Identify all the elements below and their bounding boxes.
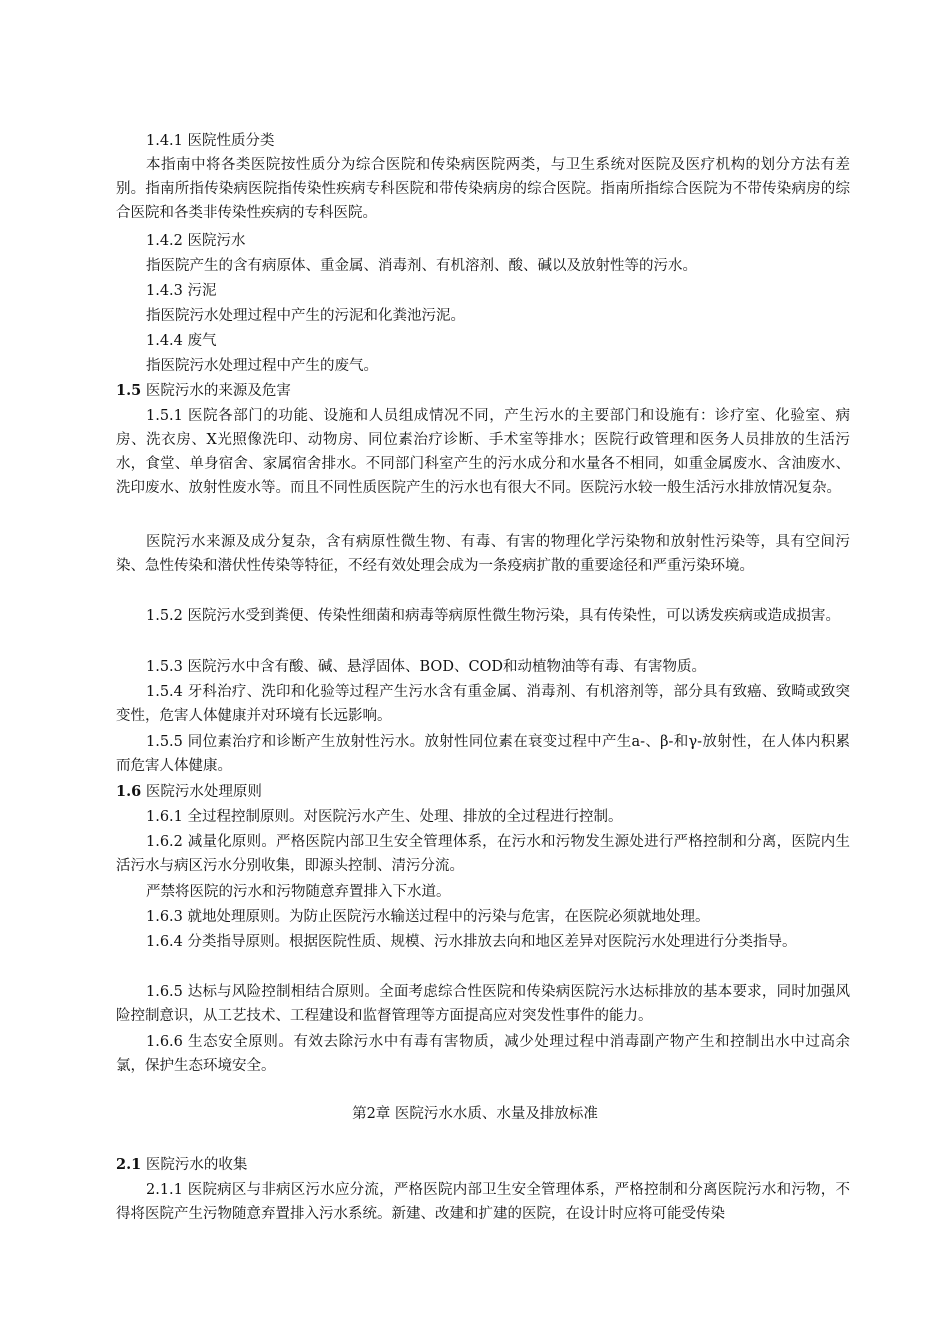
heading-1-6-title: 医院污水处理原则: [145, 784, 262, 800]
paragraph-1-6-2: 1.6.2 减量化原则。严格医院内部卫生安全管理体系，在污水和污物发生源处进行严格控制和分离，医院内生活污水与病区污水分别收集，即源头控制、清污分流。: [116, 834, 850, 874]
paragraph-1-5-4: 1.5.4 牙科治疗、洗印和化验等过程产生污水含有重金属、消毒剂、有机溶剂等，部分具有致癌、致畸或致突变性，危害人体健康并对环境有长远影响。: [116, 684, 850, 724]
paragraph-1-5-3: 1.5.3 医院污水中含有酸、碱、悬浮固体、BOD、COD和动植物油等有毒、有害物质。: [146, 659, 707, 675]
heading-1-4-2: 1.4.2 医院污水: [146, 233, 246, 249]
paragraph-1-4-1: 本指南中将各类医院按性质分为综合医院和传染病医院两类，与卫生系统对医院及医疗机构的划分方法有差别。指南所指传染病医院指传染性疾病专科医院和带传染病房的综合医院。指南所指综合医院为不带传染病房的综合医院和各类非传染性疾病的专科医院。: [116, 157, 850, 221]
heading-1-6: [116, 780, 262, 804]
paragraph-1-6-4: 1.6.4 分类指导原则。根据医院性质、规模、污水排放去向和地区差异对医院污水处理进行分类指导。: [146, 934, 797, 950]
heading-1-5-number: 1.5: [116, 382, 142, 399]
heading-1-4-1: 1.4.1 医院性质分类: [146, 133, 275, 149]
heading-1-5: [116, 379, 291, 403]
heading-1-4-3: 1.4.3 污泥: [146, 283, 217, 299]
heading-2-1-number: 2.1: [116, 1156, 142, 1173]
paragraph-1-6-5: 1.6.5 达标与风险控制相结合原则。全面考虑综合性医院和传染病医院污水达标排放的基本要求，同时加强风险控制意识，从工艺技术、工程建设和监督管理等方面提高应对突发性事件的能力。: [116, 984, 850, 1024]
heading-1-6-number: 1.6: [116, 783, 142, 800]
paragraph-1-6-3: 1.6.3 就地处理原则。为防止医院污水输送过程中的污染与危害，在医院必须就地处理。: [146, 909, 710, 925]
chapter-title: 第2章 医院污水水质、水量及排放标准: [352, 1106, 598, 1122]
heading-2-1-title: 医院污水的收集: [145, 1157, 248, 1173]
paragraph-1-5-1b: 医院污水来源及成分复杂，含有病原性微生物、有毒、有害的物理化学污染物和放射性污染等，具有空间污染、急性传染和潜伏性传染等特征，不经有效处理会成为一条疫病扩散的重要途径和严重污染环境。: [116, 534, 850, 574]
paragraph-1-6-2b: 严禁将医院的污水和污物随意弃置排入下水道。: [146, 884, 451, 900]
heading-1-4-4: 1.4.4 废气: [146, 333, 217, 349]
paragraph-1-4-3: 指医院污水处理过程中产生的污泥和化粪池污泥。: [146, 308, 465, 324]
paragraph-1-4-4: 指医院污水处理过程中产生的废气。: [146, 358, 378, 374]
paragraph-2-1-1: 2.1.1 医院病区与非病区污水应分流，严格医院内部卫生安全管理体系，严格控制和分离医院污水和污物，不得将医院产生污物随意弃置排入污水系统。新建、改建和扩建的医院，在设计时应将可能受传染: [116, 1182, 850, 1222]
paragraph-1-5-1: 1.5.1 医院各部门的功能、设施和人员组成情况不同，产生污水的主要部门和设施有：诊疗室、化验室、病房、洗衣房、X光照像洗印、动物房、同位素治疗诊断、手术室等排水；医院行政管理和医务人员排放的生活污水，食堂、单身宿舍、家属宿舍排水。不同部门科室产生的污水成分和水量各不相同，如重金属废水、含油废水、洗印废水、放射性废水等。而且不同性质医院产生的污水也有很大不同。医院污水较一般生活污水排放情况复杂。: [116, 408, 850, 496]
heading-2-1: [116, 1153, 247, 1177]
heading-1-5-title: 医院污水的来源及危害: [145, 383, 291, 399]
paragraph-1-4-2: 指医院产生的含有病原体、重金属、消毒剂、有机溶剂、酸、碱以及放射性等的污水。: [146, 258, 697, 274]
paragraph-1-6-1: 1.6.1 全过程控制原则。对医院污水产生、处理、排放的全过程进行控制。: [146, 809, 623, 825]
paragraph-1-6-6: 1.6.6 生态安全原则。有效去除污水中有毒有害物质，减少处理过程中消毒副产物产生和控制出水中过高余氯，保护生态环境安全。: [116, 1034, 850, 1074]
paragraph-1-5-2: 1.5.2 医院污水受到粪便、传染性细菌和病毒等病原性微生物污染，具有传染性，可以诱发疾病或造成损害。: [146, 608, 840, 624]
paragraph-1-5-5: 1.5.5 同位素治疗和诊断产生放射性污水。放射性同位素在衰变过程中产生a-、β-和γ-放射性，在人体内积累而危害人体健康。: [116, 734, 850, 774]
